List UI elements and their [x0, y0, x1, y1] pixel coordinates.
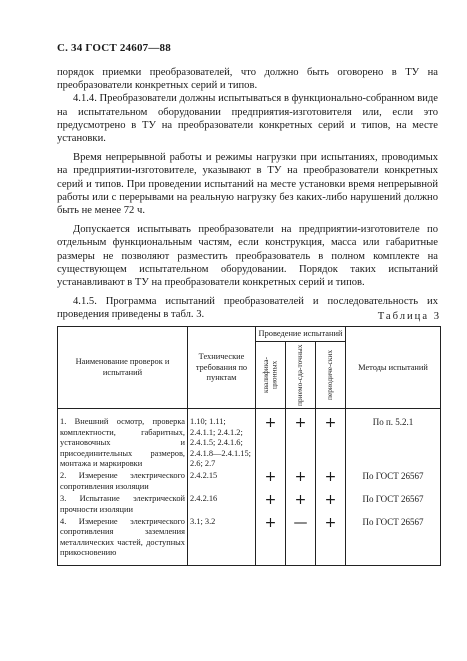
page-header: С. 34 ГОСТ 24607—88: [57, 42, 171, 54]
row-method: По п. 5.2.1: [346, 409, 441, 471]
header-methods: Методы испытаний: [346, 327, 441, 409]
header-requirements: Технические требования по пунктам: [188, 327, 256, 409]
header-periodic: периодиче-ских: [316, 342, 346, 409]
header-test-group: Проведение испытаний: [256, 327, 346, 342]
row-method: По ГОСТ 26567: [346, 493, 441, 516]
table-row: [58, 470, 441, 493]
row-periodic: +: [316, 470, 346, 493]
row-requirements: 2.4.2.16: [188, 493, 256, 516]
row-requirements: 1.10; 1.11; 2.4.1.1; 2.4.1.2; 2.4.1.5; 2.4.1.6; 2.4.1.8—2.4.1.15; 2.6; 2.7: [188, 409, 256, 471]
paragraph-test-duration: Время непрерывной работы и режимы нагрузки при испытаниях, проводимых на предприятии-изготовителе, указывают в ТУ на преобразователи конкретных серий и типов. При проведении испытаний на месте установки время непрерывной работы или с перерывами на реальную нагрузку без каких-либо нарушений должно быть не менее 72 ч.: [57, 152, 438, 217]
paragraph-partial-testing: Допускается испытывать преобразователи на предприятии-изготовителе по отдельным функциональным частям, если конструкция, масса или габаритные размеры не позволяют разместить преобразователь в полном комплекте на существующем испытательном оборудовании. Порядок таких испытаний устанавливают в ТУ на преобразователи конкретных серий и типов.: [57, 224, 438, 289]
table-row: [58, 493, 441, 516]
row-acceptance: +: [286, 470, 316, 493]
row-name: 3. Испытание электрической прочности изоляции: [58, 493, 188, 516]
row-name: 4. Измерение электрического сопротивления заземления металлических частей, доступных прикосновению: [58, 516, 188, 565]
row-qualification: +: [256, 516, 286, 565]
header-acceptance: приемо-сда-точных: [286, 342, 316, 409]
row-method: По ГОСТ 26567: [346, 470, 441, 493]
table-row: [58, 516, 441, 565]
row-acceptance: +: [286, 409, 316, 471]
row-requirements: 2.4.2.15: [188, 470, 256, 493]
paragraph-4-1-4: 4.1.4. Преобразователи должны испытываться в функционально-собранном виде на испытательном оборудовании предприятия-изготовителя или, если это предусмотрено в ТУ на преобразователи конкретных серий и типов, на месте установки.: [57, 93, 438, 145]
table-caption: Таблица 3: [377, 311, 441, 322]
row-periodic: +: [316, 409, 346, 471]
row-acceptance: +: [286, 493, 316, 516]
row-qualification: +: [256, 493, 286, 516]
body-text: [57, 66, 438, 322]
header-test-name: Наименование проверок и испытаний: [58, 327, 188, 409]
row-method: По ГОСТ 26567: [346, 516, 441, 565]
row-qualification: +: [256, 470, 286, 493]
table-row: [58, 409, 441, 471]
paragraph-continuation: порядок приемки преобразователей, что должно быть оговорено в ТУ на преобразователи конкретных серий и типов.: [57, 67, 438, 92]
header-qualification: квалифика-ционных: [256, 342, 286, 409]
row-periodic: +: [316, 493, 346, 516]
row-periodic: +: [316, 516, 346, 565]
row-acceptance: —: [286, 516, 316, 565]
row-qualification: +: [256, 409, 286, 471]
row-requirements: 3.1; 3.2: [188, 516, 256, 565]
paragraph-4-1-5: 4.1.5. Программа испытаний преобразователей и последовательность их проведения приведены в табл. 3.: [57, 296, 438, 321]
test-program-table: [57, 326, 441, 566]
row-name: 1. Внешний осмотр, проверка комплектности, габаритных, установочных и присоединительных размеров, монтажа и маркировки: [58, 409, 188, 471]
row-name: 2. Измерение электрического сопротивления изоляции: [58, 470, 188, 493]
